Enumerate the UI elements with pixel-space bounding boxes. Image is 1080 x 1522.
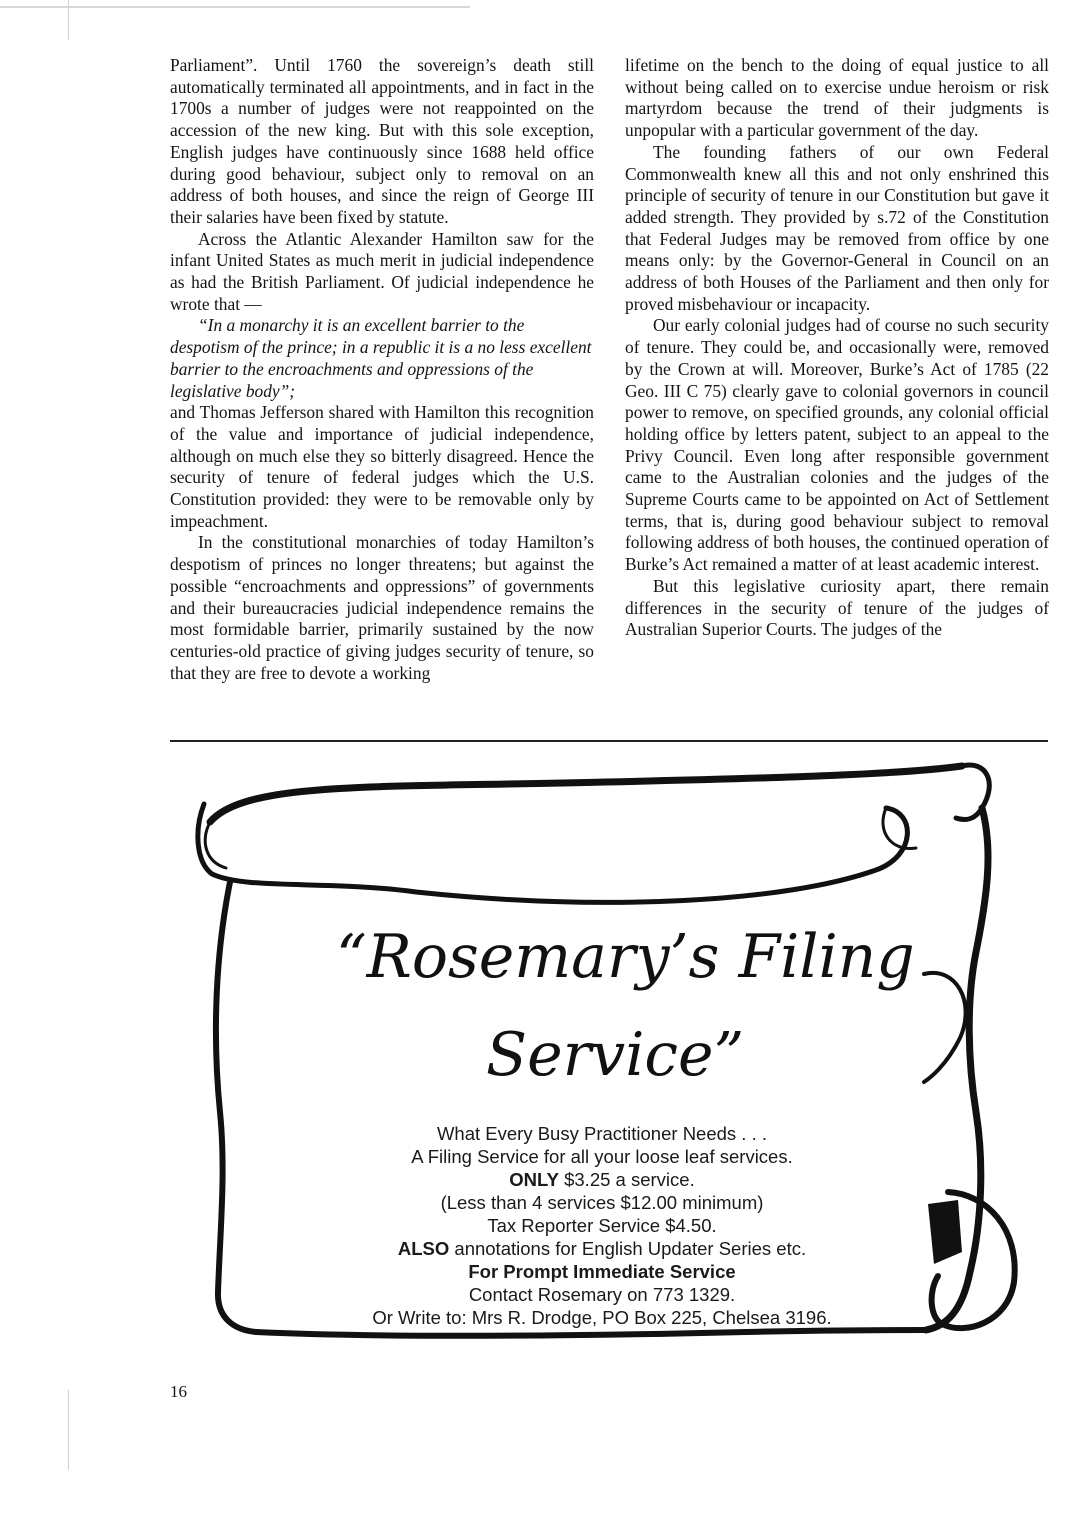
scan-margin-mark bbox=[68, 0, 69, 40]
section-divider bbox=[170, 740, 1048, 742]
advert-line: Tax Reporter Service $4.50. bbox=[487, 1215, 717, 1236]
advert-prompt: For Prompt Immediate Service bbox=[468, 1261, 736, 1282]
emphasis: ALSO bbox=[397, 1238, 450, 1259]
advertisement bbox=[186, 752, 1026, 1342]
advert-line: A Filing Service for all your loose leaf services. bbox=[411, 1146, 793, 1167]
scan-top-edge bbox=[0, 6, 470, 8]
right-column bbox=[625, 55, 1049, 641]
paragraph: Across the Atlantic Alexander Hamilton saw for the infant United States as much merit in judicial independence as had the British Parliament. Of judicial independence he wrote that — bbox=[170, 228, 594, 314]
advert-script-title: “Rosemary’s Filing bbox=[336, 922, 915, 992]
paragraph: and Thomas Jefferson shared with Hamilton this recognition of the value and importance of judicial independence, although on much else they so bitterly disagreed. Hence the security of tenure of federal judges which the U.S. Constitution provided: they were to be removable only by impeachment. bbox=[170, 402, 594, 531]
advert-line: $3.25 a service. bbox=[558, 1169, 695, 1190]
advert-line: annotations for English Updater Series etc. bbox=[449, 1238, 807, 1259]
advert-line: (Less than 4 services $12.00 minimum) bbox=[440, 1192, 764, 1213]
paragraph: Parliament”. Until 1760 the sovereign’s death still automatically terminated all appointments, and in fact in the 1700s a number of judges were not reappointed on the accession of the new king. But with this sole exception, English judges have continuously since 1688 held office during good behaviour, subject only to removal on an address of both houses, and since the reign of George III their salaries have been fixed by statute. bbox=[170, 55, 594, 227]
advert-copy bbox=[306, 1122, 898, 1329]
paragraph: In the constitutional monarchies of today Hamilton’s despotism of princes no longer threatens; but against the possible “encroachments and oppressions” of governments and their bureaucracies judicial independence remains the most formidable barrier, primarily sustained by the now centuries-old practice of giving judges security of tenure, so that they are free to devote a working bbox=[170, 532, 594, 683]
left-column bbox=[170, 55, 594, 684]
emphasis: ONLY bbox=[509, 1169, 559, 1190]
hamilton-quote: “In a monarchy it is an excellent barrier to the despotism of the prince; in a republic it is a no less excellent barrier to the encroachments and oppressions of the legislative body”; bbox=[170, 315, 592, 401]
advert-address: Or Write to: Mrs R. Drodge, PO Box 225, Chelsea 3196. bbox=[372, 1307, 832, 1328]
paragraph: lifetime on the bench to the doing of equal justice to all without being called on to exercise undue heroism or risk martyrdom because the trend of their judgments is unpopular with a particular government of the day. bbox=[625, 55, 1049, 141]
advert-script-title: Service” bbox=[486, 1020, 745, 1090]
paragraph: Our early colonial judges had of course no such security of tenure. They could be, and occasionally were, removed by the Crown at will. Moreover, Burke’s Act of 1785 (22 Geo. III C 75) clearly gave to colonial governors in council power to remove, on specified grounds, any colonial official holding office by letters patent, subject to an appeal to the Privy Council. Even long after responsible government came to the Australian colonies and the judges of the Supreme Courts came to be appointed on Act of Settlement terms, that is, during good behaviour subject to removal following address of both houses, the continued operation of Burke’s Act remained a matter of at least academic interest. bbox=[625, 315, 1049, 575]
page-number: 16 bbox=[170, 1382, 187, 1401]
paragraph: But this legislative curiosity apart, there remain differences in the security of tenure of the judges of Australian Superior Courts. The judges of the bbox=[625, 575, 1049, 640]
advert-price-line bbox=[306, 1168, 898, 1191]
advert-also-line bbox=[306, 1237, 898, 1260]
advert-tagline: What Every Busy Practitioner Needs . . . bbox=[436, 1123, 768, 1144]
scan-margin-mark bbox=[68, 1390, 69, 1470]
paragraph: The founding fathers of our own Federal Commonwealth knew all this and not only enshrined this principle of security of tenure in our Constitution but gave it added strength. They provided by s.72 of the Constitution that Federal Judges may be removed from office by one means only: by the Governor-General in Council on an address of both Houses of the Parliament and then only for proved misbehaviour or incapacity. bbox=[625, 141, 1049, 314]
advert-contact: Contact Rosemary on 773 1329. bbox=[468, 1284, 736, 1305]
